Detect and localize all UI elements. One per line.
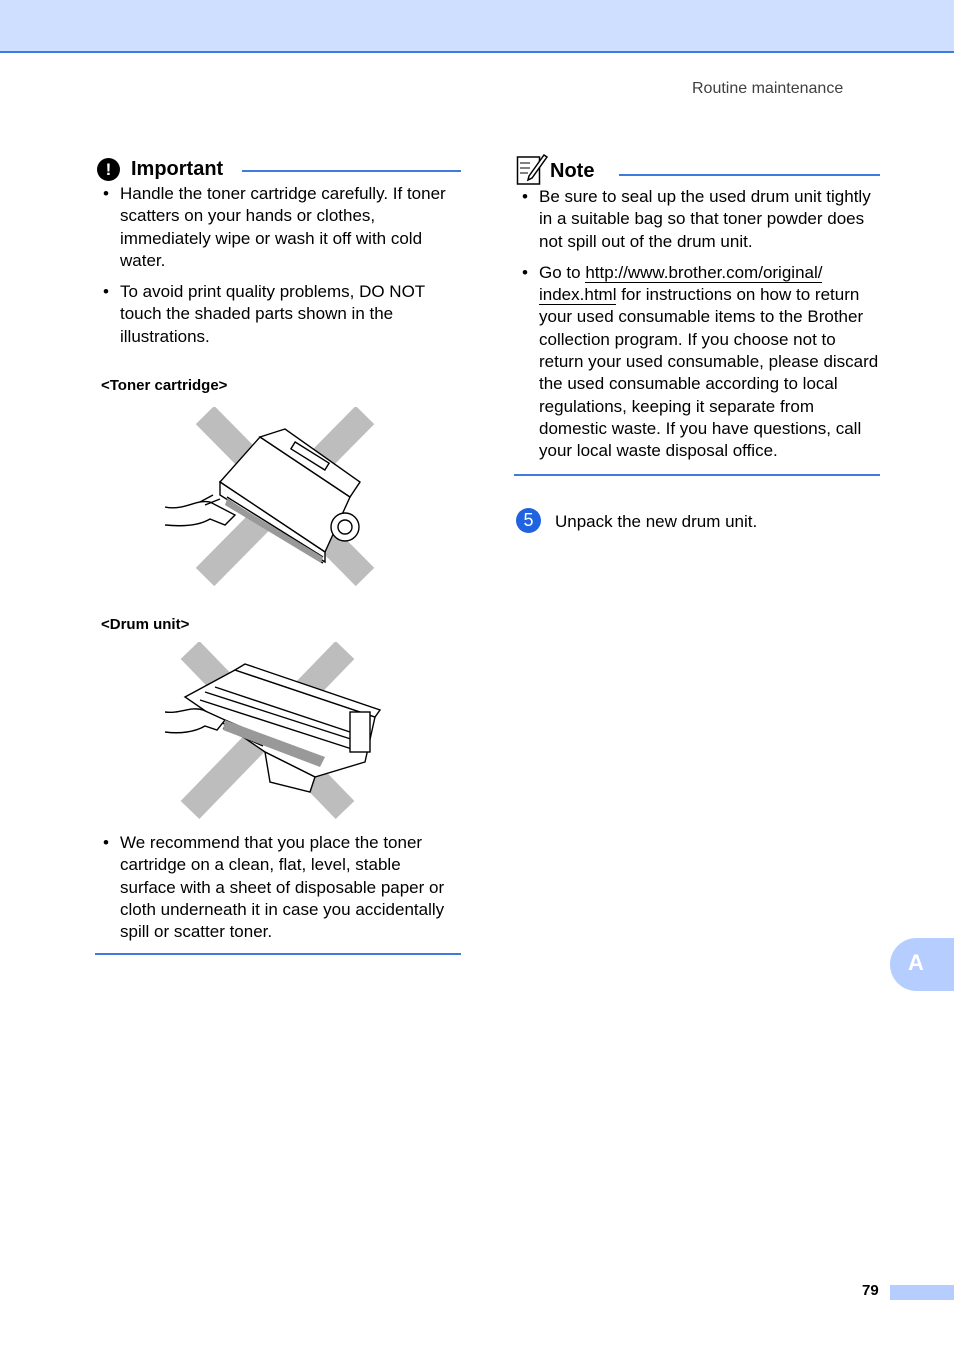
header-rule bbox=[242, 170, 461, 172]
brother-original-link-continued[interactable]: index.html bbox=[539, 285, 617, 305]
list-item-text: Go to bbox=[539, 262, 586, 282]
list-item-text: for instructions on how to return your used consumable items to the Brother collection program. If you choose not to return your used consumable, please discard the used consumable according to local regulations, keeping it separate from domestic waste. If you have questions, call your local waste disposal office. bbox=[539, 285, 879, 461]
step-number-badge: 5 bbox=[516, 508, 541, 533]
note-header bbox=[514, 150, 880, 186]
note-box bbox=[514, 150, 880, 476]
drum-unit-illustration bbox=[165, 642, 385, 822]
exclamation-icon: ! bbox=[97, 158, 120, 181]
running-head: Routine maintenance bbox=[692, 80, 844, 97]
important-header bbox=[95, 150, 461, 186]
note-box-bottom-rule bbox=[514, 474, 880, 476]
list-item: • Handle the toner cartridge carefully. If toner scatters on your hands or clothes, immediately wipe or wash it off with cold water. bbox=[95, 183, 461, 272]
page-number: 79 bbox=[862, 1282, 879, 1299]
list-item: • To avoid print quality problems, DO NOT touch the shaded parts shown in the illustrations. bbox=[95, 281, 461, 348]
figure-label-drum: <Drum unit> bbox=[101, 616, 190, 634]
list-item: • Be sure to seal up the used drum unit tightly in a suitable bag so that toner powder does not spill out of the drum unit. bbox=[514, 186, 880, 253]
important-box-bottom-rule bbox=[95, 953, 461, 955]
page-number-bar bbox=[890, 1285, 954, 1300]
important-box bbox=[95, 150, 461, 955]
important-title: Important bbox=[131, 158, 224, 180]
header-rule bbox=[619, 174, 880, 176]
toner-cartridge-illustration bbox=[165, 407, 385, 592]
list-item: • We recommend that you place the toner cartridge on a clean, flat, level, stable surface with a sheet of disposable paper or cloth underneath it in case you accidentally spill or scatter toner. bbox=[95, 832, 461, 943]
top-header-band bbox=[0, 0, 954, 53]
brother-original-link[interactable]: http://www.brother.com/original/ bbox=[585, 262, 823, 282]
list-item bbox=[514, 262, 880, 463]
important-list bbox=[95, 183, 461, 348]
step-5 bbox=[514, 508, 880, 536]
appendix-side-tab bbox=[890, 938, 954, 991]
note-list bbox=[514, 186, 880, 463]
step-text: Unpack the new drum unit. bbox=[555, 512, 758, 531]
important-list-continued bbox=[95, 832, 461, 943]
note-pencil-icon bbox=[516, 152, 548, 186]
side-tab-label: A bbox=[908, 950, 924, 975]
note-title: Note bbox=[550, 160, 595, 182]
figure-label-toner: <Toner cartridge> bbox=[101, 377, 228, 395]
